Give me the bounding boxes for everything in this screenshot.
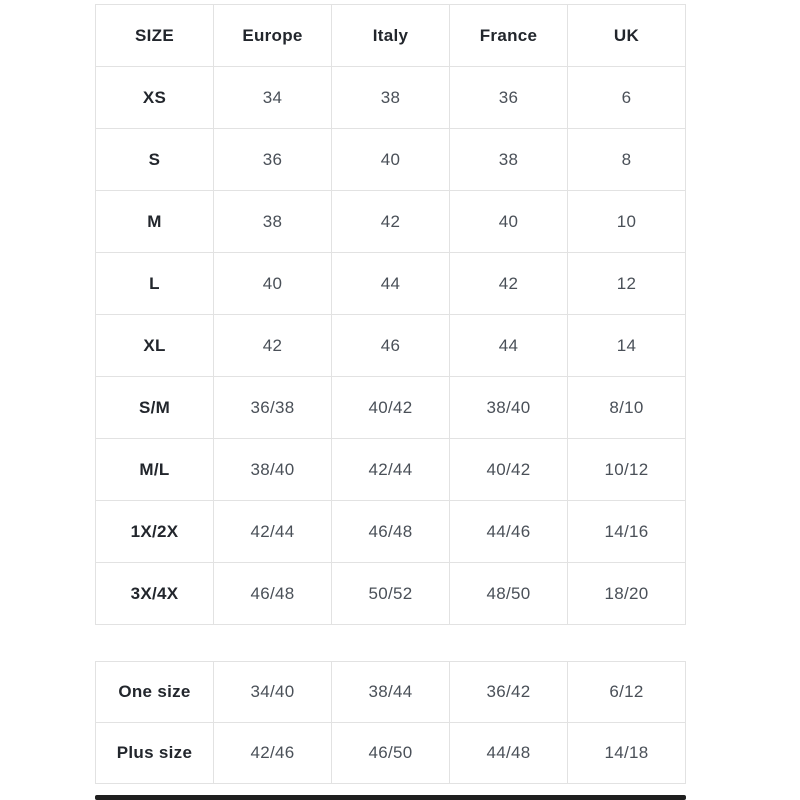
row-label: S/M xyxy=(96,377,214,439)
size-value: 38/44 xyxy=(332,662,450,723)
size-value: 38/40 xyxy=(450,377,568,439)
table-row xyxy=(96,662,686,723)
column-header: France xyxy=(450,5,568,67)
row-label: XS xyxy=(96,67,214,129)
size-value: 38 xyxy=(332,67,450,129)
size-value: 40 xyxy=(332,129,450,191)
table-row xyxy=(96,377,686,439)
size-conversion-table-body xyxy=(96,67,686,625)
header-row xyxy=(96,5,686,67)
size-value: 40 xyxy=(214,253,332,315)
size-value: 36 xyxy=(450,67,568,129)
table-row xyxy=(96,129,686,191)
size-value: 40/42 xyxy=(332,377,450,439)
size-value: 46/50 xyxy=(332,723,450,784)
size-value: 40 xyxy=(450,191,568,253)
size-value: 34 xyxy=(214,67,332,129)
size-value: 42/44 xyxy=(214,501,332,563)
row-label: One size xyxy=(96,662,214,723)
size-value: 46 xyxy=(332,315,450,377)
size-conversion-table xyxy=(95,4,686,625)
size-value: 8/10 xyxy=(568,377,686,439)
size-value: 46/48 xyxy=(332,501,450,563)
special-sizes-table-body xyxy=(96,662,686,784)
size-value: 38 xyxy=(214,191,332,253)
size-value: 44 xyxy=(450,315,568,377)
size-value: 10/12 xyxy=(568,439,686,501)
special-sizes-table xyxy=(95,661,686,784)
size-value: 38 xyxy=(450,129,568,191)
table-row xyxy=(96,501,686,563)
row-label: M xyxy=(96,191,214,253)
size-value: 42 xyxy=(450,253,568,315)
size-value: 40/42 xyxy=(450,439,568,501)
size-value: 42/46 xyxy=(214,723,332,784)
size-value: 6 xyxy=(568,67,686,129)
size-conversion-table-head xyxy=(96,5,686,67)
size-value: 6/12 xyxy=(568,662,686,723)
column-header: SIZE xyxy=(96,5,214,67)
table-row xyxy=(96,723,686,784)
size-value: 18/20 xyxy=(568,563,686,625)
table-row xyxy=(96,315,686,377)
size-value: 42 xyxy=(332,191,450,253)
size-value: 44 xyxy=(332,253,450,315)
column-header: Italy xyxy=(332,5,450,67)
size-value: 36/42 xyxy=(450,662,568,723)
horizontal-scrollbar[interactable] xyxy=(95,795,686,800)
table-row xyxy=(96,67,686,129)
size-value: 12 xyxy=(568,253,686,315)
size-value: 48/50 xyxy=(450,563,568,625)
column-header: Europe xyxy=(214,5,332,67)
table-row xyxy=(96,439,686,501)
size-value: 34/40 xyxy=(214,662,332,723)
size-value: 14/16 xyxy=(568,501,686,563)
size-value: 36/38 xyxy=(214,377,332,439)
size-value: 42 xyxy=(214,315,332,377)
row-label: Plus size xyxy=(96,723,214,784)
size-value: 36 xyxy=(214,129,332,191)
table-row xyxy=(96,563,686,625)
row-label: S xyxy=(96,129,214,191)
table-row xyxy=(96,253,686,315)
size-value: 8 xyxy=(568,129,686,191)
size-value: 10 xyxy=(568,191,686,253)
row-label: XL xyxy=(96,315,214,377)
table-row xyxy=(96,191,686,253)
size-value: 42/44 xyxy=(332,439,450,501)
size-value: 44/48 xyxy=(450,723,568,784)
size-value: 50/52 xyxy=(332,563,450,625)
row-label: 1X/2X xyxy=(96,501,214,563)
size-value: 44/46 xyxy=(450,501,568,563)
row-label: 3X/4X xyxy=(96,563,214,625)
size-value: 46/48 xyxy=(214,563,332,625)
size-value: 38/40 xyxy=(214,439,332,501)
size-value: 14/18 xyxy=(568,723,686,784)
column-header: UK xyxy=(568,5,686,67)
size-value: 14 xyxy=(568,315,686,377)
row-label: M/L xyxy=(96,439,214,501)
row-label: L xyxy=(96,253,214,315)
